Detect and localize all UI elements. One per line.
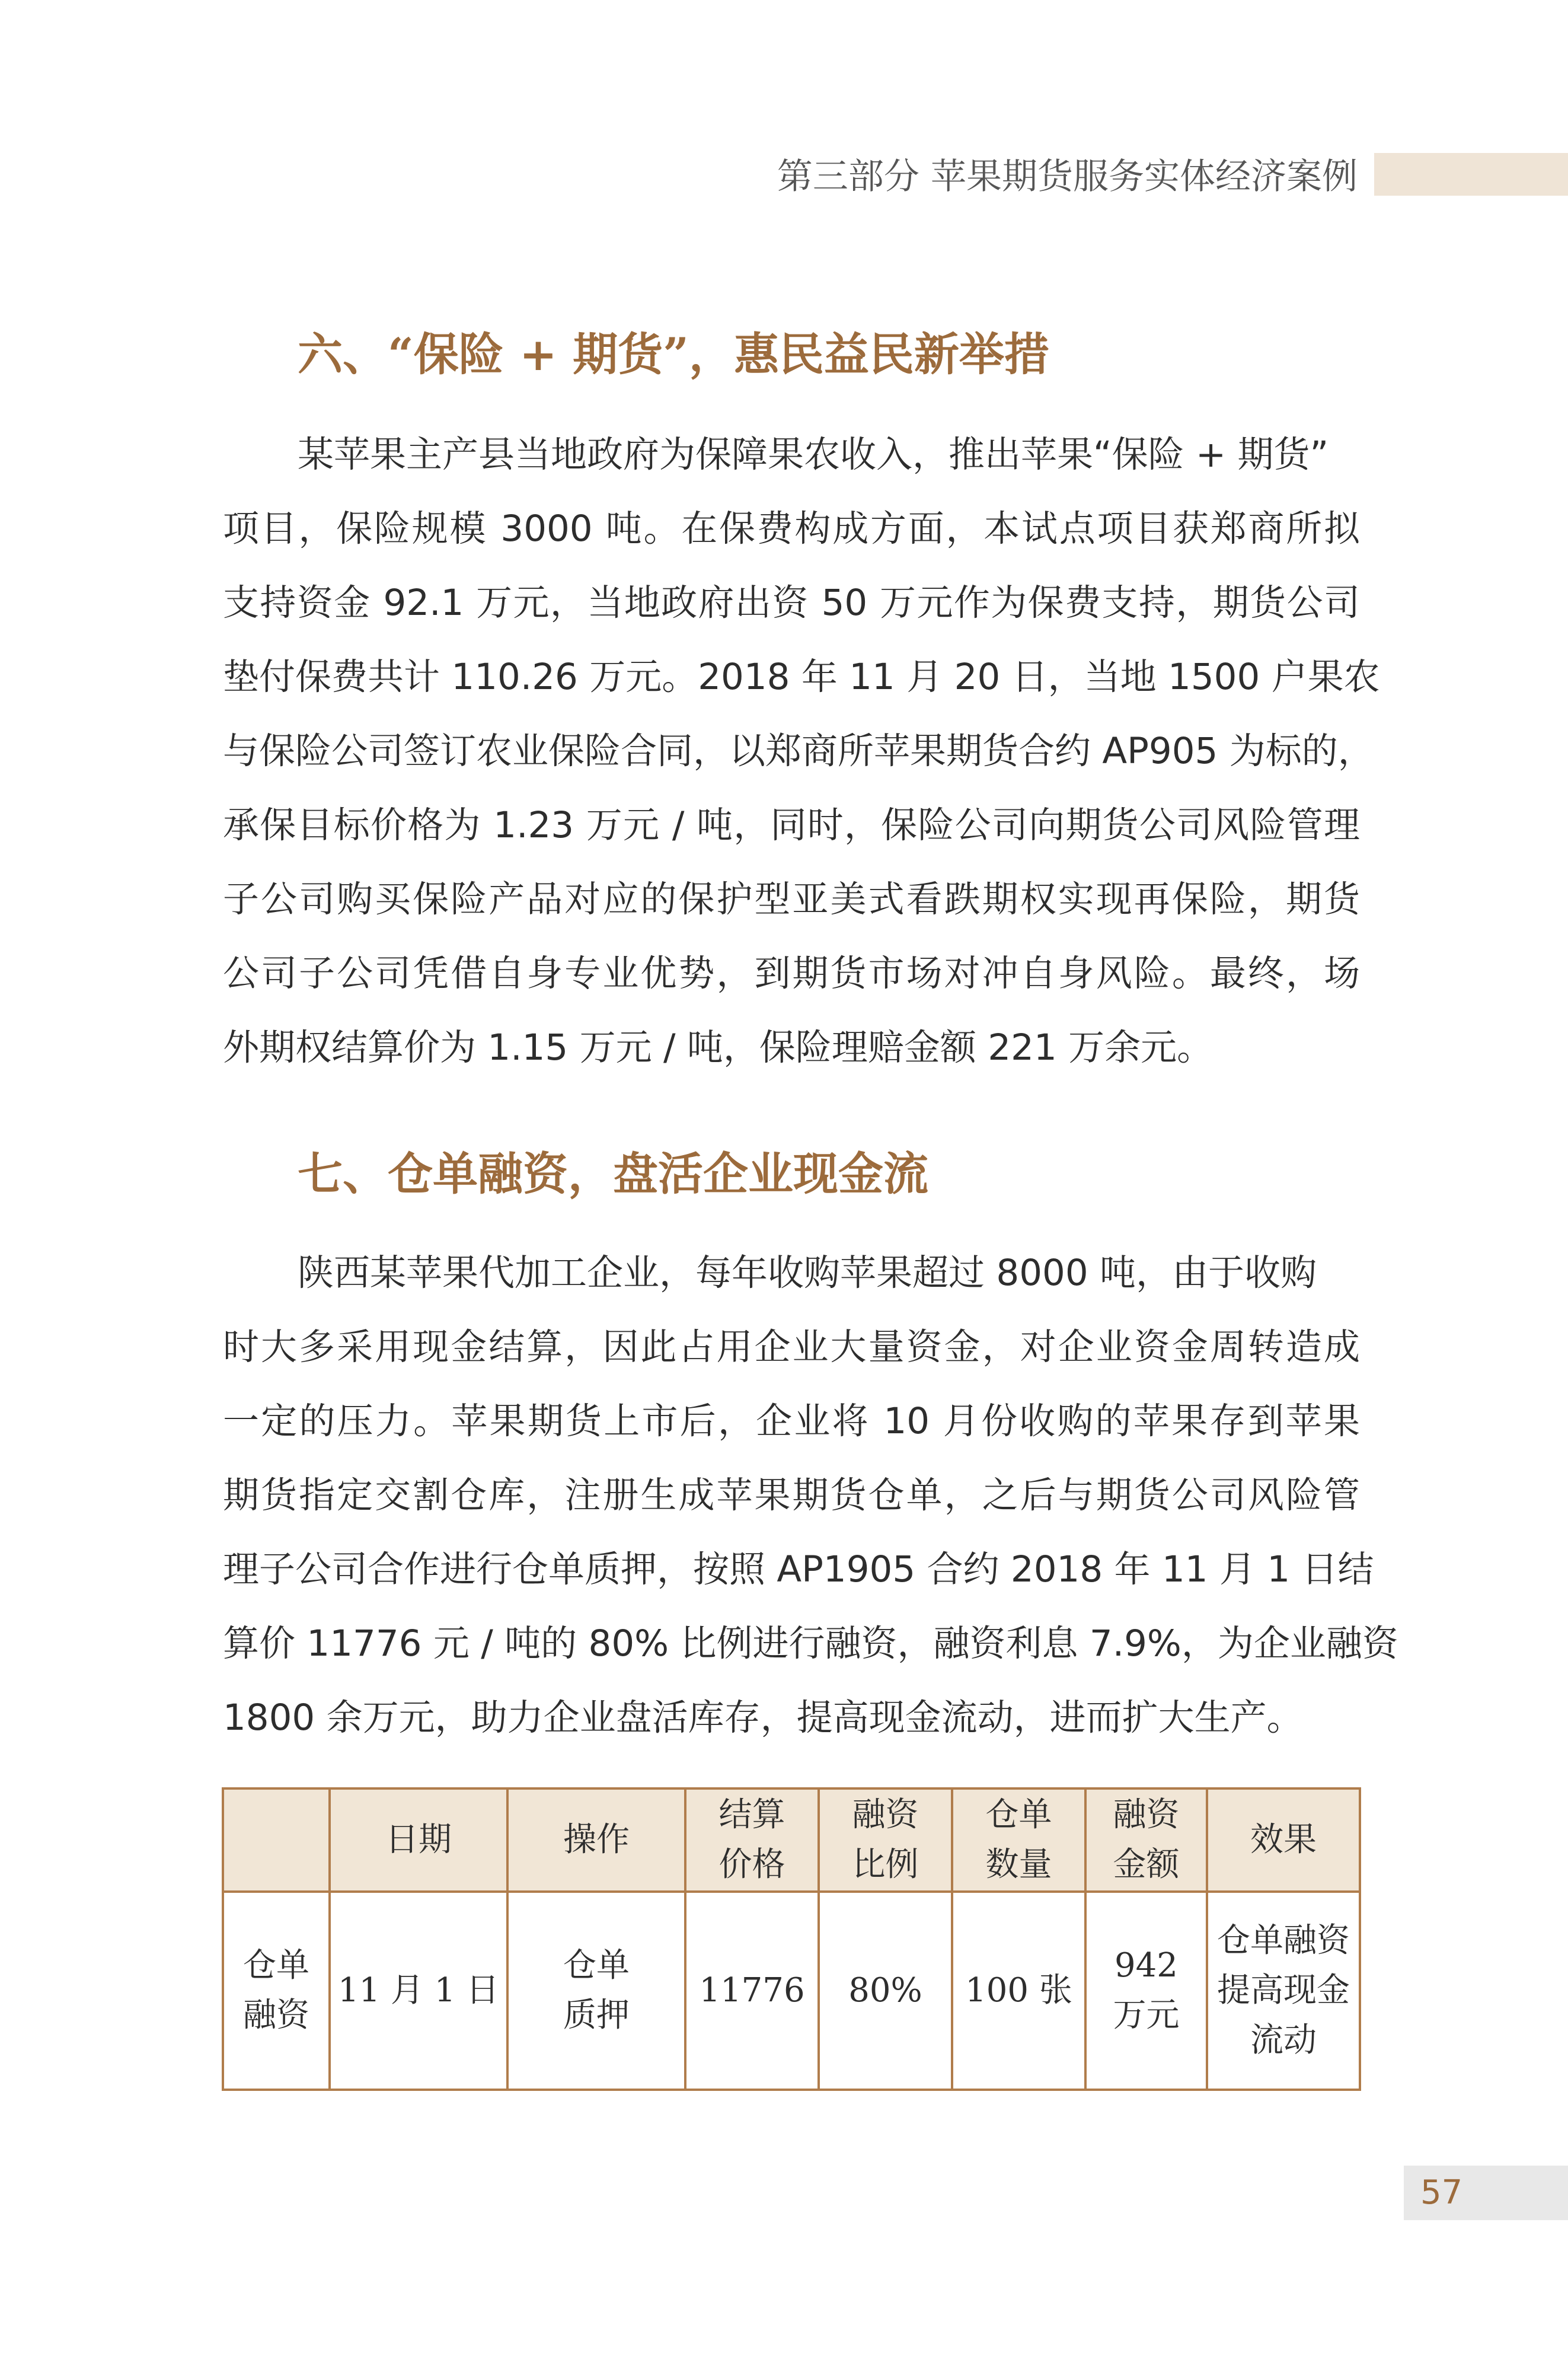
table-cell: 80% — [819, 1892, 952, 2090]
table-cell: 仓单融资 提高现金 流动 — [1207, 1892, 1360, 2090]
section-heading-7: 七、仓单融资，盘活企业现金流 — [298, 1147, 928, 1200]
paragraph-line: 期货指定交割仓库，注册生成苹果期货仓单，之后与期货公司风险管 — [223, 1474, 1360, 1516]
table-cell: 11 月 1 日 — [330, 1892, 507, 2090]
table-header-cell: 日期 — [330, 1788, 507, 1892]
table-header-cell: 操作 — [507, 1788, 685, 1892]
table-cell: 100 张 — [952, 1892, 1085, 2090]
paragraph-line: 承保目标价格为 1.23 万元 / 吨，同时，保险公司向期货公司风险管理 — [223, 804, 1360, 846]
paragraph-line: 时大多采用现金结算，因此占用企业大量资金，对企业资金周转造成 — [223, 1326, 1360, 1368]
running-header-title: 第三部分 苹果期货服务实体经济案例 — [777, 156, 1358, 197]
table-cell: 仓单 融资 — [223, 1892, 330, 2090]
table-cell: 11776 — [685, 1892, 819, 2090]
table-header-cell: 仓单 数量 — [952, 1788, 1085, 1892]
paragraph-line: 支持资金 92.1 万元，当地政府出资 50 万元作为保费支持，期货公司 — [223, 582, 1360, 624]
paragraph-line: 算价 11776 元 / 吨的 80% 比例进行融资，融资利息 7.9%，为企业融资 — [223, 1622, 1398, 1665]
table-row — [223, 1892, 1360, 2090]
paragraph-line: 公司子公司凭借自身专业优势，到期货市场对冲自身风险。最终，场 — [223, 952, 1360, 994]
paragraph-line: 垫付保费共计 110.26 万元。2018 年 11 月 20 日，当地 1500 户果农 — [223, 656, 1380, 698]
table-header-cell — [223, 1788, 330, 1892]
paragraph-line: 项目，保险规模 3000 吨。在保费构成方面，本试点项目获郑商所拟 — [223, 508, 1360, 550]
table-cell: 仓单 质押 — [507, 1892, 685, 2090]
paragraph-line: 外期权结算价为 1.15 万元 / 吨，保险理赔金额 221 万余元。 — [223, 1026, 1213, 1069]
section-6-paragraph — [223, 417, 1380, 1085]
paragraph-line: 1800 余万元，助力企业盘活库存，提高现金流动，进而扩大生产。 — [223, 1697, 1303, 1739]
table-header-cell: 融资 比例 — [819, 1788, 952, 1892]
table-header-cell: 效果 — [1207, 1788, 1360, 1892]
paragraph-line: 理子公司合作进行仓单质押，按照 AP1905 合约 2018 年 11 月 1 日结 — [223, 1548, 1374, 1590]
table-header-cell: 融资 金额 — [1085, 1788, 1207, 1892]
paragraph-line: 一定的压力。苹果期货上市后，企业将 10 月份收购的苹果存到苹果 — [223, 1400, 1360, 1442]
paragraph-line: 陕西某苹果代加工企业，每年收购苹果超过 8000 吨，由于收购 — [298, 1252, 1317, 1294]
table-cell: 942 万元 — [1085, 1892, 1207, 2090]
paragraph-line: 某苹果主产县当地政府为保障果农收入，推出苹果“保险 + 期货” — [298, 433, 1329, 476]
table-header-cell: 结算 价格 — [685, 1788, 819, 1892]
table-header-row — [223, 1788, 1360, 1892]
page-number: 57 — [1420, 2173, 1463, 2212]
section-7-paragraph — [223, 1236, 1398, 1755]
paragraph-line: 与保险公司签订农业保险合同，以郑商所苹果期货合约 AP905 为标的， — [223, 730, 1374, 772]
section-heading-6: 六、“保险 + 期货”，惠民益民新举措 — [298, 328, 1050, 381]
header-accent-bar — [1374, 153, 1568, 196]
warehouse-receipt-financing-table — [222, 1787, 1361, 2091]
paragraph-line: 子公司购买保险产品对应的保护型亚美式看跌期权实现再保险，期货 — [223, 878, 1360, 920]
